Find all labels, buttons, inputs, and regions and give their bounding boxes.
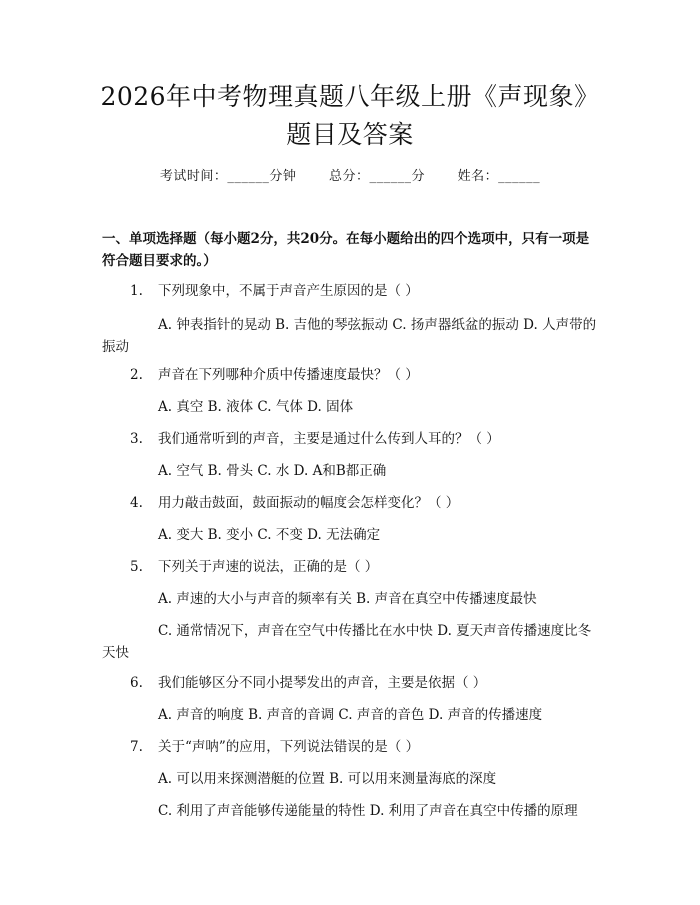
question-6 — [130, 672, 600, 694]
question-2-options: A. 真空 B. 液体 C. 气体 D. 固体 — [158, 399, 354, 415]
page-subtitle: 题目及答案 — [286, 120, 414, 149]
question-3 — [130, 428, 600, 450]
question-5-options-ab: A. 声速的大小与声音的频率有关 B. 声音在真空中传播速度最快 — [158, 591, 537, 607]
question-3-options: A. 空气 B. 骨头 C. 水 D. A和B都正确 — [158, 463, 387, 479]
exam-meta — [0, 165, 700, 184]
question-7 — [130, 736, 600, 758]
question-number: 3. — [130, 431, 143, 447]
question-number: 2. — [130, 367, 143, 383]
question-1 — [130, 280, 600, 302]
exam-time-field: 考试时间：______分钟 — [159, 169, 297, 184]
question-text: 我们能够区分不同小提琴发出的声音，主要是依据（ ） — [158, 675, 487, 691]
student-name-field: 姓名：______ — [457, 169, 541, 184]
question-text: 下列关于声速的说法，正确的是（ ） — [158, 559, 379, 575]
question-text: 我们通常听到的声音，主要是通过什么传到人耳的？（ ） — [158, 431, 500, 447]
question-number: 6. — [130, 675, 143, 691]
question-number: 1. — [130, 283, 143, 299]
question-text: 关于“声呐”的应用，下列说法错误的是（ ） — [158, 739, 420, 755]
question-text: 下列现象中，不属于声音产生原因的是（ ） — [158, 283, 419, 299]
question-5-options-cd: C. 通常情况下，声音在空气中传播比在水中快 D. 夏天声音传播速度比冬天快 — [102, 623, 592, 661]
question-number: 4. — [130, 495, 143, 511]
question-7-options-ab: A. 可以用来探测潜艇的位置 B. 可以用来测量海底的深度 — [158, 771, 497, 787]
question-text: 声音在下列哪种介质中传播速度最快？（ ） — [158, 367, 419, 383]
total-score-field: 总分：______分 — [328, 169, 425, 184]
question-5 — [130, 556, 600, 578]
question-4 — [130, 492, 600, 514]
question-7-options-cd: C. 利用了声音能够传递能量的特性 D. 利用了声音在真空中传播的原理 — [158, 803, 578, 819]
question-2 — [130, 364, 600, 386]
question-6-options: A. 声音的响度 B. 声音的音调 C. 声音的音色 D. 声音的传播速度 — [158, 707, 543, 723]
question-1-options: A. 钟表指针的晃动 B. 吉他的琴弦振动 C. 扬声器纸盆的振动 D. 人声带的振动 — [102, 317, 597, 355]
section-heading: 一、单项选择题（每小题2分，共20分。在每小题给出的四个选项中，只有一项是符合题目要求的。） — [102, 231, 590, 269]
question-text: 用力敲击鼓面，鼓面振动的幅度会怎样变化？（ ） — [158, 495, 460, 511]
page-title: 2026年中考物理真题八年级上册《声现象》 — [100, 82, 600, 111]
question-number: 7. — [130, 739, 143, 755]
question-number: 5. — [130, 559, 143, 575]
question-4-options: A. 变大 B. 变小 C. 不变 D. 无法确定 — [158, 527, 381, 543]
